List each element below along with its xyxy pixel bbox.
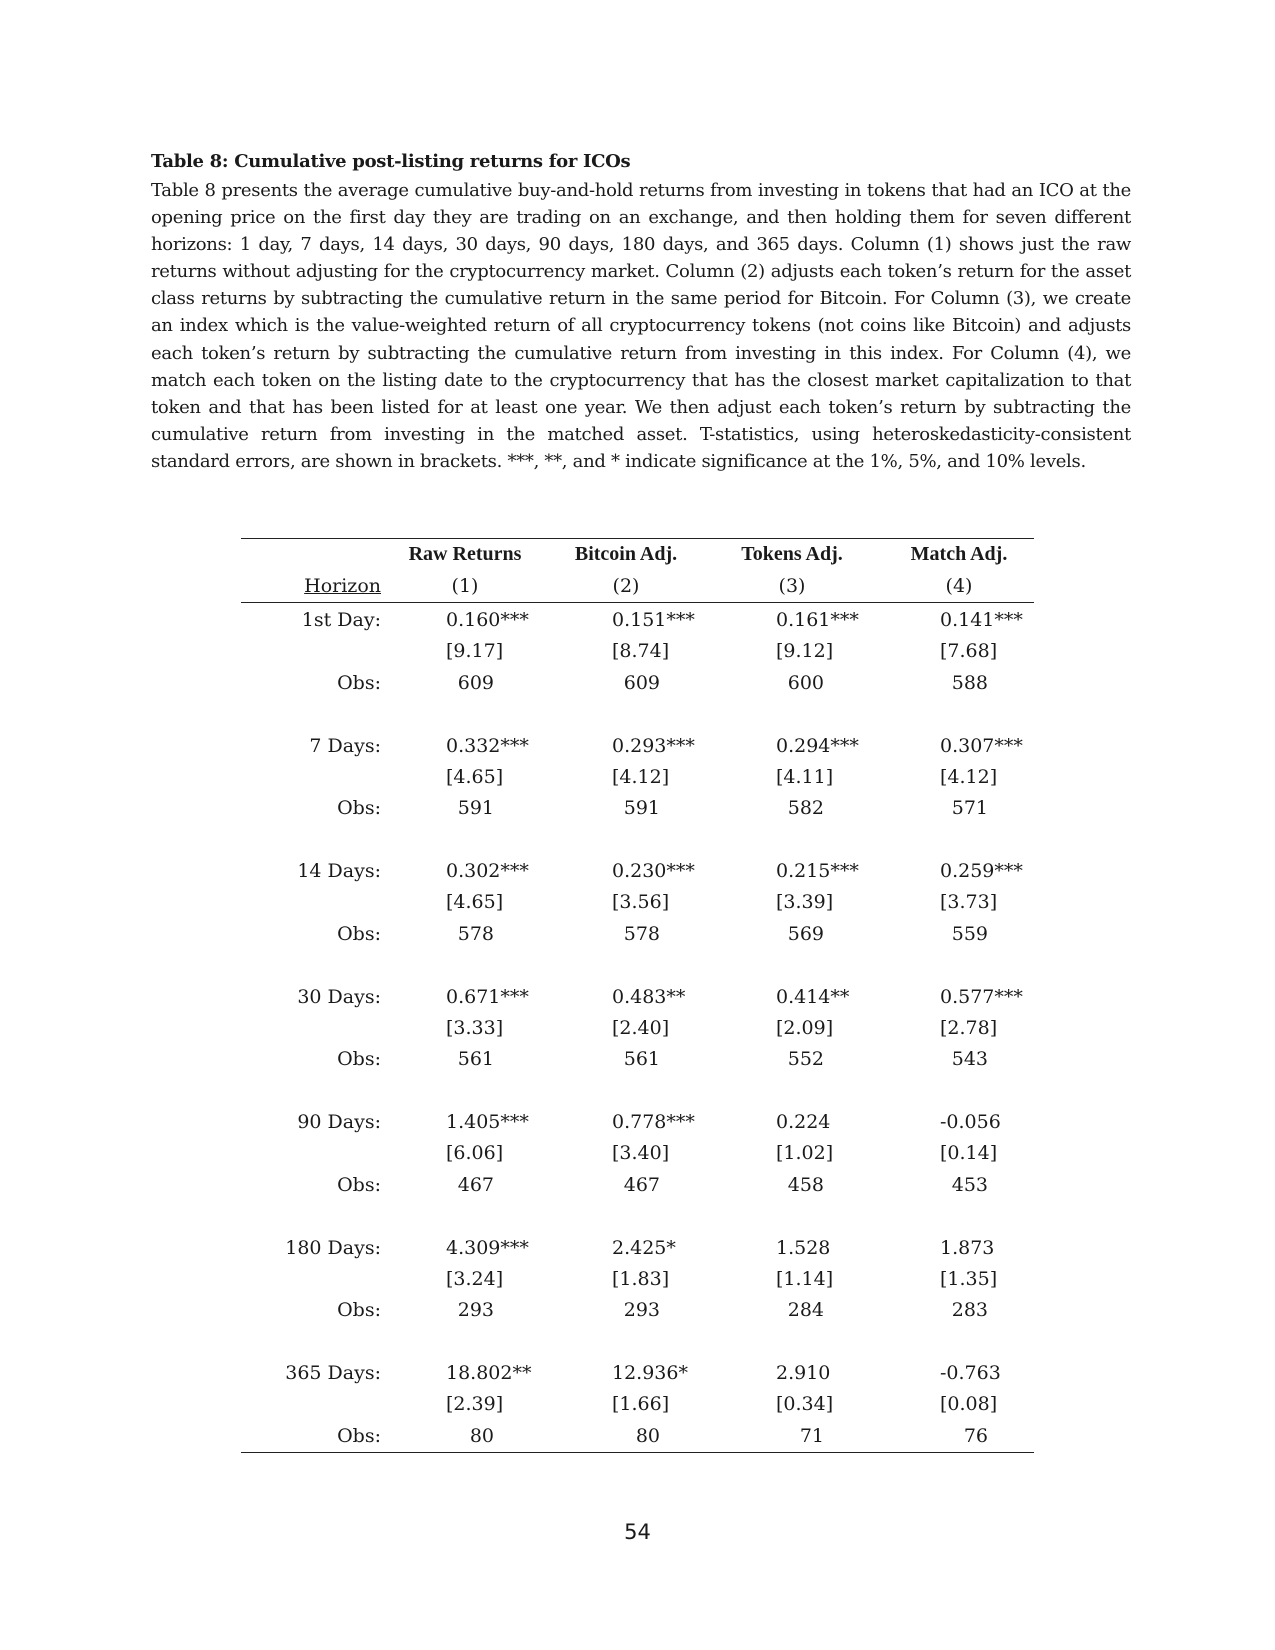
tstat-cell: [2.39] — [446, 1393, 504, 1416]
tstat-cell: [2.09] — [776, 1016, 834, 1039]
obs-cell: 588 — [951, 671, 988, 694]
table-caption-title: Table 8: Cumulative post-listing returns for ICOs — [151, 151, 631, 172]
coefficient-cell: 2.910 — [776, 1362, 831, 1384]
tstat-cell: [9.12] — [776, 640, 834, 663]
tstat-cell: [3.33] — [446, 1016, 504, 1039]
coefficient-cell: 0.302*** — [446, 860, 529, 882]
obs-cell: 80 — [469, 1424, 494, 1447]
tstat-cell: [3.40] — [612, 1142, 670, 1165]
obs-cell: 559 — [951, 922, 988, 945]
horizon-label: 30 Days: — [297, 985, 381, 1008]
horizon-label: 365 Days: — [285, 1362, 381, 1384]
coefficient-cell: 0.332*** — [446, 734, 529, 757]
coefficient-cell: 0.414** — [776, 985, 850, 1008]
coefficient-cell: 0.215*** — [776, 860, 859, 882]
tstat-cell: [8.74] — [612, 640, 670, 663]
column-header-number: (2) — [612, 575, 640, 597]
horizon-label: 90 Days: — [297, 1111, 381, 1133]
tstat-cell: [0.14] — [940, 1142, 998, 1165]
coefficient-cell: 0.307*** — [940, 734, 1023, 757]
obs-cell: 578 — [623, 922, 660, 945]
obs-cell: 453 — [951, 1173, 988, 1196]
obs-cell: 591 — [457, 797, 494, 820]
obs-cell: 467 — [623, 1173, 660, 1196]
obs-cell: 571 — [951, 797, 988, 820]
table-header-rule — [241, 602, 1034, 603]
obs-cell: 458 — [787, 1173, 824, 1196]
tstat-cell: [9.17] — [446, 640, 504, 663]
tstat-cell: [1.83] — [612, 1267, 670, 1290]
coefficient-cell: 0.577*** — [940, 985, 1023, 1008]
coefficient-cell: 12.936* — [612, 1362, 688, 1384]
tstat-cell: [2.40] — [612, 1016, 670, 1039]
obs-cell: 591 — [623, 797, 660, 820]
obs-cell: 467 — [457, 1173, 494, 1196]
obs-cell: 80 — [635, 1424, 660, 1447]
tstat-cell: [6.06] — [446, 1142, 504, 1165]
coefficient-cell: 0.141*** — [940, 609, 1023, 631]
obs-cell: 283 — [951, 1299, 988, 1322]
tstat-cell: [1.02] — [776, 1142, 834, 1165]
tstat-cell: [0.34] — [776, 1393, 834, 1416]
obs-cell: 293 — [623, 1299, 660, 1322]
column-header-number: (1) — [451, 575, 479, 597]
coefficient-cell: 0.483** — [612, 985, 686, 1008]
coefficient-cell: 18.802** — [446, 1362, 532, 1384]
tstat-cell: [4.11] — [776, 765, 834, 788]
tstat-cell: [1.66] — [612, 1393, 670, 1416]
coefficient-cell: 4.309*** — [446, 1236, 529, 1259]
horizon-label: 180 Days: — [285, 1236, 381, 1259]
obs-cell: 284 — [787, 1299, 824, 1322]
horizon-label: 1st Day: — [301, 609, 381, 631]
tstat-cell: [4.12] — [612, 765, 670, 788]
column-header-number: (4) — [945, 575, 973, 597]
coefficient-cell: 0.294*** — [776, 734, 859, 757]
tstat-cell: [7.68] — [940, 640, 998, 663]
tstat-cell: [4.65] — [446, 765, 504, 788]
coefficient-cell: 0.293*** — [612, 734, 695, 757]
coefficient-cell: 0.160*** — [446, 609, 529, 631]
obs-cell: 561 — [623, 1048, 660, 1071]
column-header-title: Raw Returns — [408, 543, 522, 565]
tstat-cell: [1.14] — [776, 1267, 834, 1290]
obs-cell: 552 — [787, 1048, 824, 1071]
obs-label: Obs: — [337, 671, 381, 694]
coefficient-cell: 0.224 — [776, 1111, 831, 1133]
coefficient-cell: 1.873 — [940, 1236, 995, 1259]
obs-cell: 578 — [457, 922, 494, 945]
obs-label: Obs: — [337, 1048, 381, 1071]
obs-cell: 609 — [623, 671, 660, 694]
obs-cell: 582 — [787, 797, 824, 820]
obs-label: Obs: — [337, 797, 381, 820]
obs-cell: 76 — [963, 1424, 988, 1447]
tstat-cell: [3.56] — [612, 891, 670, 914]
tstat-cell: [2.78] — [940, 1016, 998, 1039]
coefficient-cell: 1.528 — [776, 1236, 831, 1259]
tstat-cell: [3.39] — [776, 891, 834, 914]
obs-cell: 569 — [787, 922, 824, 945]
obs-cell: 600 — [787, 671, 824, 694]
coefficient-cell: 0.259*** — [940, 860, 1023, 882]
table-caption-body: Table 8 presents the average cumulative buy-and-hold returns from investing in tokens that had an ICO at the opening price on the first day they are trading on an exchange, and then holding them for seven different horizons: 1 day, 7 days, 14 days, 30 days, 90 days, 180 days, and 365 days. Column (1) shows just the raw returns without adjusting for the cryptocurrency market. Column (2) adjusts each token’s return for the asset class returns by subtracting the cumulative return in the same period for Bitcoin. For Column (3), we create an index which is the value-weighted return of all cryptocurrency tokens (not coins like Bitcoin) and adjusts each token’s return by subtracting the cumulative return from investing in this index. For Column (4), we match each token on the listing date to the cryptocurrency that has the closest market capitalization to that token and that has been listed for at least one year. We then adjust each token’s return by subtracting the cumulative return from investing in the matched asset. T-statistics, using heteroskedasticity-consistent standard errors, are shown in brackets. ***, **, and * indicate significance at the 1%, 5%, and 10% levels. — [151, 180, 1131, 472]
coefficient-cell: -0.056 — [940, 1111, 1001, 1133]
obs-cell: 609 — [457, 671, 494, 694]
tstat-cell: [4.12] — [940, 765, 998, 788]
column-header-title: Tokens Adj. — [741, 543, 843, 565]
obs-label: Obs: — [337, 1424, 381, 1447]
horizon-header: Horizon — [304, 575, 381, 597]
table-bottom-rule — [241, 1452, 1034, 1453]
tstat-cell: [4.65] — [446, 891, 504, 914]
coefficient-cell: 0.230*** — [612, 860, 695, 882]
obs-cell: 71 — [799, 1424, 824, 1447]
column-header-number: (3) — [778, 575, 806, 597]
horizon-label: 14 Days: — [297, 860, 381, 882]
tstat-cell: [3.24] — [446, 1267, 504, 1290]
obs-label: Obs: — [337, 1173, 381, 1196]
coefficient-cell: 2.425* — [612, 1236, 676, 1259]
obs-label: Obs: — [337, 922, 381, 945]
coefficient-cell: 0.778*** — [612, 1111, 695, 1133]
coefficient-cell: 0.671*** — [446, 985, 529, 1008]
coefficient-cell: 1.405*** — [446, 1111, 529, 1133]
column-header-title: Match Adj. — [910, 543, 1008, 565]
obs-cell: 543 — [951, 1048, 988, 1071]
obs-cell: 561 — [457, 1048, 494, 1071]
obs-label: Obs: — [337, 1299, 381, 1322]
tstat-cell: [0.08] — [940, 1393, 998, 1416]
obs-cell: 293 — [457, 1299, 494, 1322]
horizon-label: 7 Days: — [309, 734, 381, 757]
table-top-rule — [241, 538, 1034, 539]
coefficient-cell: -0.763 — [940, 1362, 1001, 1384]
tstat-cell: [1.35] — [940, 1267, 998, 1290]
tstat-cell: [3.73] — [940, 891, 998, 914]
page-number: 54 — [624, 1520, 651, 1544]
coefficient-cell: 0.161*** — [776, 609, 859, 631]
coefficient-cell: 0.151*** — [612, 609, 695, 631]
column-header-title: Bitcoin Adj. — [574, 543, 678, 565]
